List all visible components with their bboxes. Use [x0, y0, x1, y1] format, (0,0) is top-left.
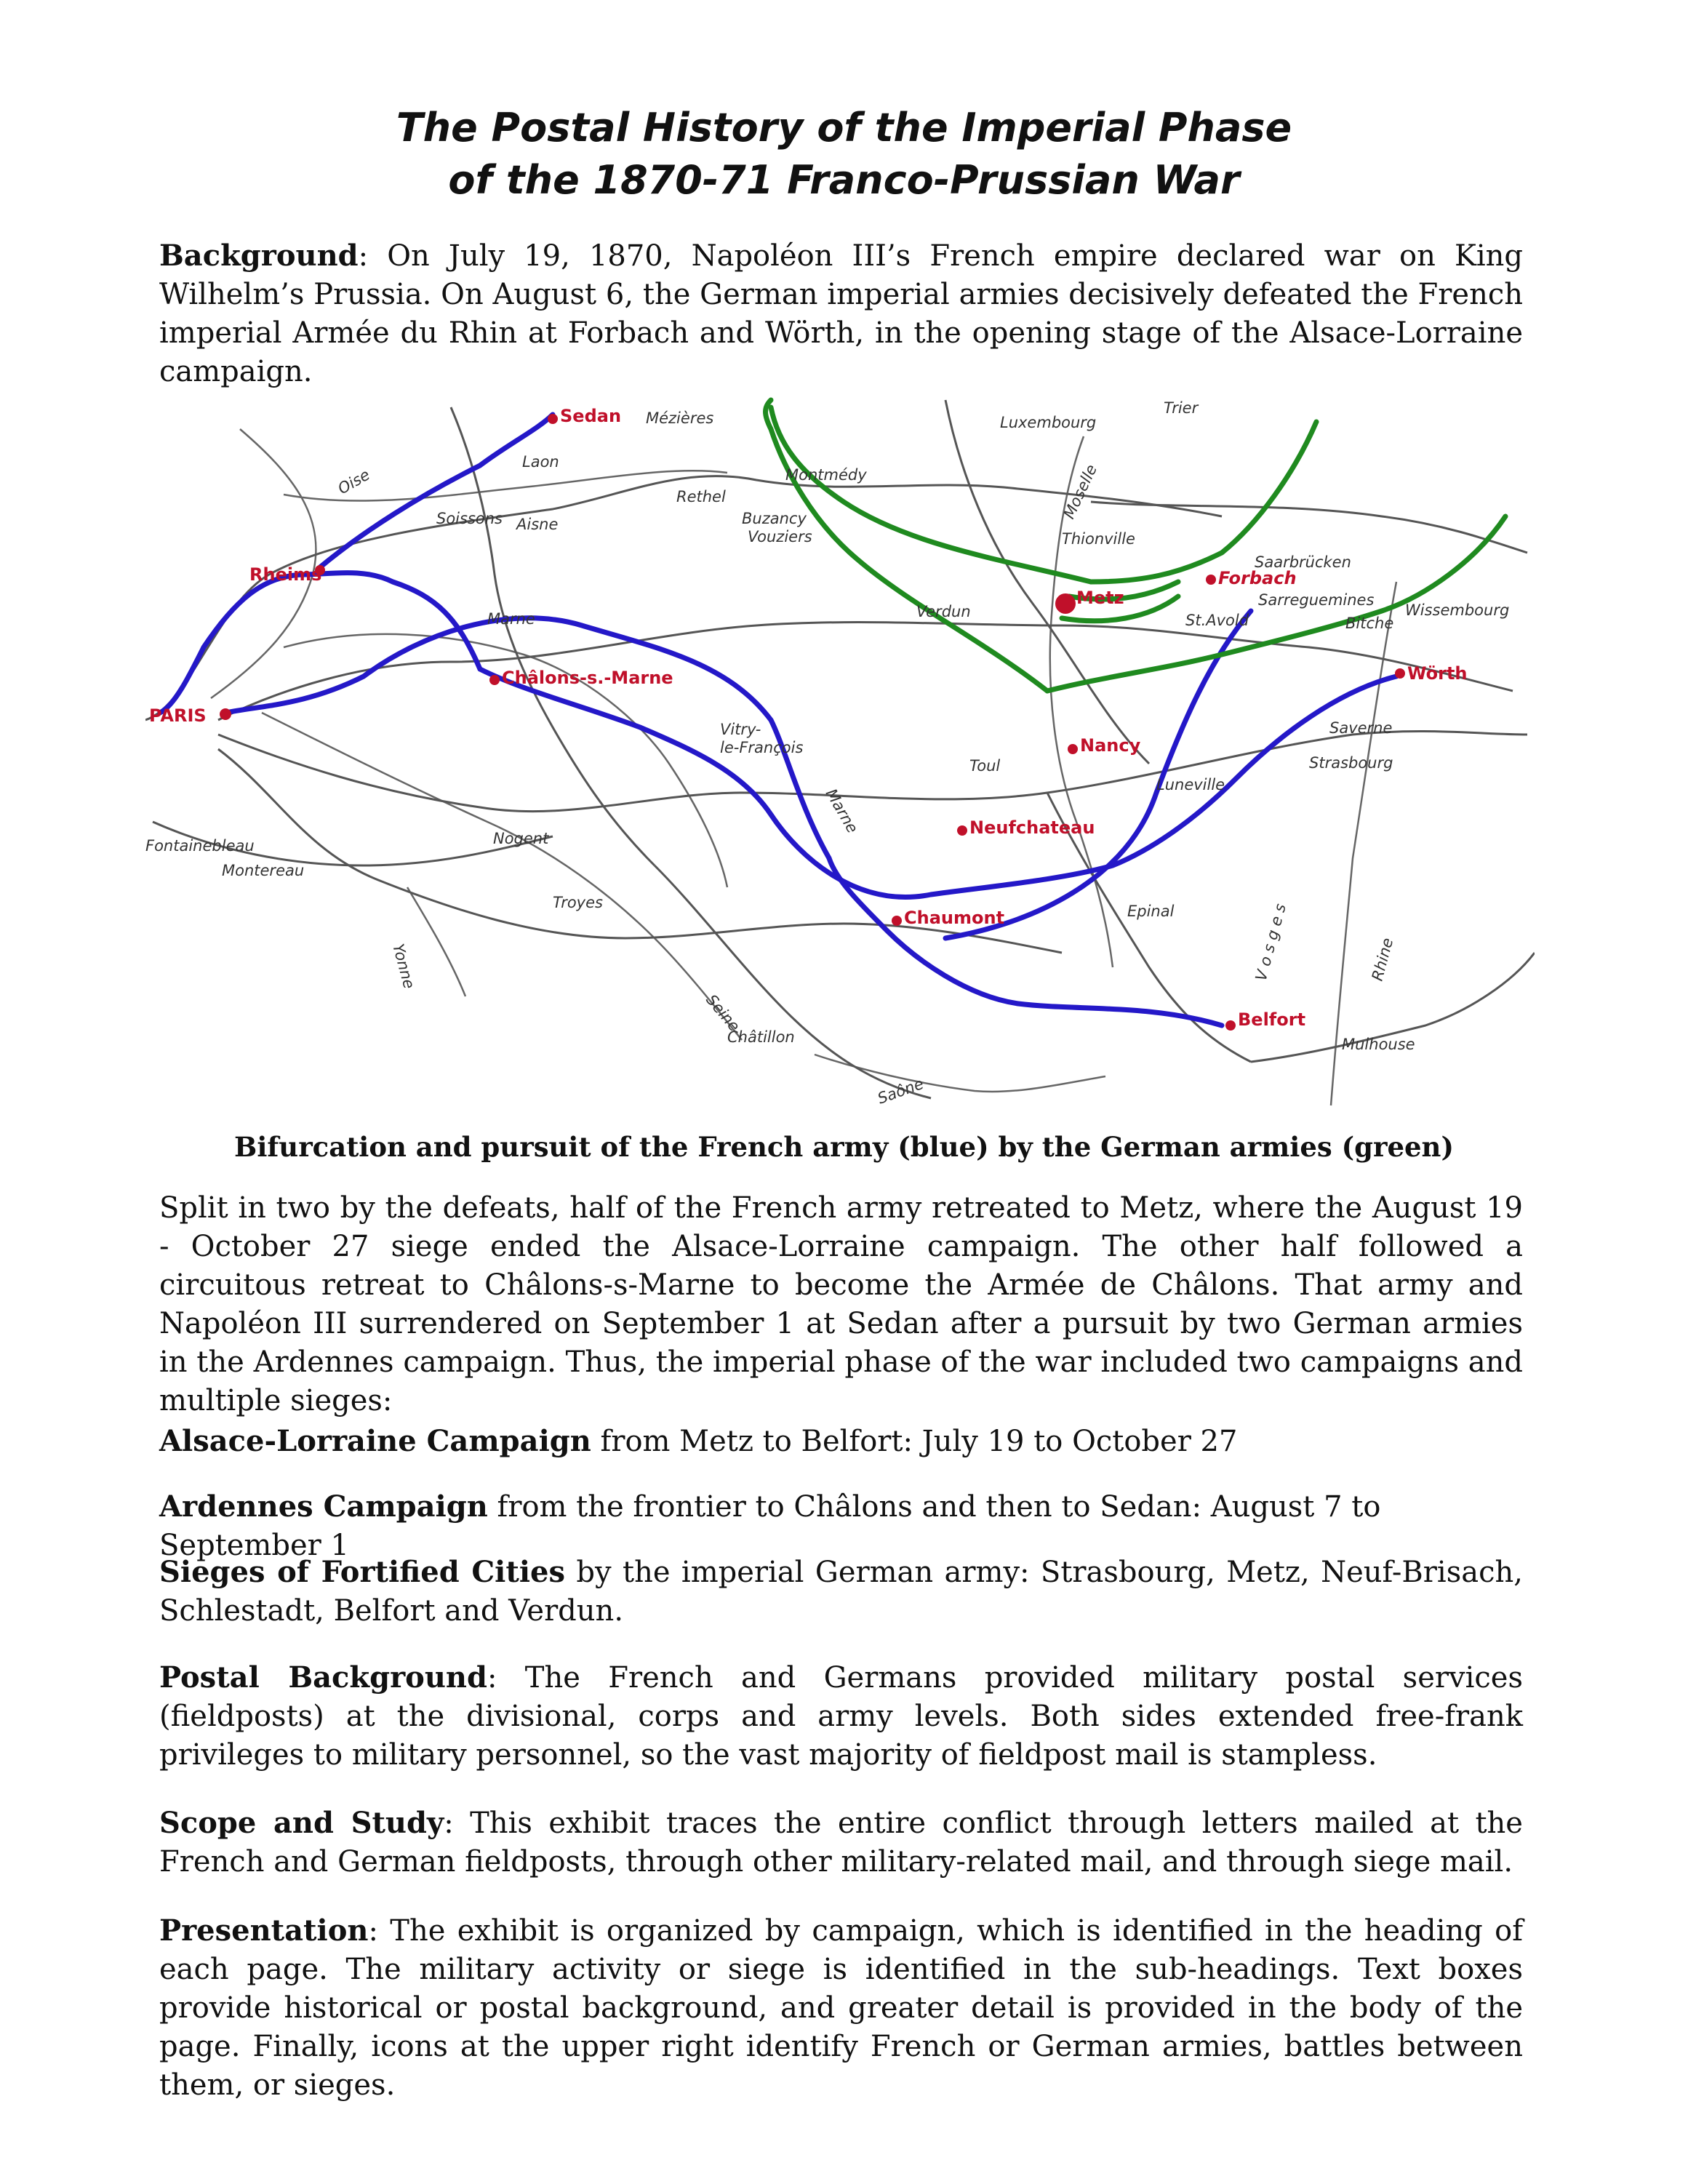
place-montereau: Montereau	[222, 862, 305, 879]
place-stavold: St.Avold	[1185, 612, 1249, 629]
presentation-text: : The exhibit is organized by campaign, which is identified in the heading of each page. The military activity or siege is identified in the sub-headings. Text boxes provide historical or postal background, and greater detail is provided in the body of the page. Finally, icons at the upper right identify French or German armies, battles between them, or sieges.	[159, 1914, 1523, 2102]
ardennes-label: Ardennes Campaign	[159, 1489, 488, 1524]
map-railways	[145, 400, 1535, 1098]
place-strasbourg: Strasbourg	[1309, 754, 1393, 772]
place-soissons: Soissons	[436, 510, 503, 527]
alsace-text: from Metz to Belfort: July 19 to October 27	[591, 1425, 1238, 1458]
place-seine: Seine	[703, 991, 744, 1035]
place-rhine: Rhine	[1368, 936, 1397, 983]
german-route-metz-sedan	[771, 407, 1091, 582]
place-moselle: Moselle	[1060, 461, 1101, 522]
place-marne-mid: Marne	[822, 785, 862, 836]
place-chatillon: Châtillon	[727, 1028, 795, 1046]
place-aisne: Aisne	[516, 516, 559, 533]
city-worth: Wörth	[1407, 663, 1468, 684]
split-paragraph: Split in two by the defeats, half of the French army retreated to Metz, where the August 19 - October 27 siege ended the Alsace-Lorraine campaign. The other half followed a circuitous retreat to Châlons-s-Marne to become the Armée de Châlons. That army and Napoléon III surrendered on September 1 at Sedan after a pursuit by two German armies in the Ardennes campaign. Thus, the imperial phase of the war included two campaigns and multiple sieges:	[159, 1191, 1523, 1417]
city-belfort: Belfort	[1238, 1009, 1306, 1030]
city-nancy: Nancy	[1080, 735, 1141, 756]
city-paris: PARIS	[149, 705, 207, 726]
city-marker-worth	[1395, 668, 1405, 679]
map-caption: Bifurcation and pursuit of the French army (blue) by the German armies (green)	[234, 1131, 1454, 1163]
scope-label: Scope and Study	[159, 1806, 444, 1840]
background-paragraph	[159, 236, 1523, 391]
place-toul: Toul	[969, 757, 1001, 775]
place-verdun: Verdun	[916, 603, 971, 620]
place-vouziers: Vouziers	[748, 528, 812, 545]
city-neufchateau: Neufchateau	[969, 817, 1095, 838]
german-army-routes	[766, 400, 1506, 691]
place-fontainebleau: Fontainebleau	[145, 837, 255, 855]
place-marne-top: Marne	[487, 610, 535, 628]
place-troyes: Troyes	[553, 894, 603, 911]
ardennes-text: from the frontier to Châlons and then to Sedan: August 7 to September 1	[159, 1490, 1381, 1562]
sieges-paragraph	[159, 1553, 1523, 1631]
postal-paragraph	[159, 1658, 1523, 1775]
sieges-text: by the imperial German army: Strasbourg, Metz, Neuf-Brisach, Schlestadt, Belfort and Verdun.	[159, 1556, 1523, 1628]
place-yonne: Yonne	[389, 942, 418, 991]
alsace-paragraph	[159, 1422, 1523, 1461]
background-text: : On July 19, 1870, Napoléon III’s French empire declared war on King Wilhelm’s Prussia. On August 6, the German imperial armies decisively defeated the French imperial Armée du Rhin at Forbach and Wörth, in the opening stage of the Alsace-Lorraine campaign.	[159, 239, 1523, 388]
place-luneville: Luneville	[1156, 776, 1225, 793]
place-luxembourg: Luxembourg	[1000, 414, 1097, 431]
place-laon: Laon	[522, 453, 559, 471]
place-sarreguemines: Sarreguemines	[1258, 591, 1375, 609]
place-saone: Saône	[875, 1074, 927, 1108]
title-line-2: of the 1870-71 Franco-Prussian War	[448, 157, 1240, 203]
place-vosges: V o s g e s	[1252, 902, 1289, 983]
city-marker-chalons	[489, 675, 500, 685]
german-route-nancy-sedan	[766, 400, 1048, 691]
presentation-label: Presentation	[159, 1913, 369, 1948]
place-bitche: Bitche	[1345, 615, 1394, 632]
place-buzancy: Buzancy	[742, 510, 807, 527]
city-chalons: Châlons-s.-Marne	[502, 668, 673, 688]
place-vitry: Vitry-	[720, 721, 761, 738]
place-oise: Oise	[335, 465, 373, 498]
scope-text: : This exhibit traces the entire conflict through letters mailed at the French and German fieldposts, through other military-related mail, and through siege mail.	[159, 1807, 1523, 1879]
city-marker-sedan	[548, 414, 558, 424]
sieges-label: Sieges of Fortified Cities	[159, 1555, 565, 1589]
city-marker-nancy	[1068, 744, 1078, 754]
city-marker-chaumont	[892, 916, 902, 926]
alsace-label: Alsace-Lorraine Campaign	[159, 1424, 591, 1458]
place-mezieres: Mézières	[646, 409, 714, 427]
place-thionville: Thionville	[1062, 530, 1135, 548]
place-rethel: Rethel	[676, 488, 726, 505]
place-saarbrucken: Saarbrücken	[1255, 553, 1351, 571]
postal-label: Postal Background	[159, 1660, 487, 1695]
city-chaumont: Chaumont	[904, 908, 1005, 928]
city-marker-forbach	[1206, 575, 1216, 585]
city-sedan: Sedan	[560, 406, 622, 426]
city-marker-metz	[1057, 595, 1074, 612]
city-marker-belfort	[1225, 1020, 1236, 1031]
campaign-map	[145, 385, 1535, 1120]
place-wissembourg: Wissembourg	[1405, 601, 1510, 619]
map-place-labels	[145, 399, 1509, 1108]
place-nogent: Nogent	[493, 830, 549, 847]
place-vitry-2: le-François	[720, 739, 804, 756]
place-saverne: Saverne	[1329, 719, 1393, 737]
title-line-1: The Postal History of the Imperial Phase	[396, 105, 1292, 151]
city-marker-paris	[220, 708, 231, 720]
city-rheims: Rheims	[249, 564, 322, 585]
background-label: Background	[159, 239, 359, 273]
place-epinal: Epinal	[1127, 903, 1175, 920]
french-route-worth-chalons	[480, 669, 1396, 897]
place-trier: Trier	[1164, 399, 1199, 417]
scope-paragraph	[159, 1804, 1523, 1881]
place-mulhouse: Mulhouse	[1342, 1036, 1415, 1053]
city-metz: Metz	[1076, 588, 1124, 608]
place-montmedy: Montmédy	[785, 466, 867, 484]
city-marker-neufchateau	[957, 825, 967, 836]
postal-text: : The French and Germans provided military postal services (fieldposts) at the divisional, corps and army levels. Both sides extended free-frank privileges to military personnel, so the vast majority of fieldpost mail is stampless.	[159, 1661, 1523, 1772]
city-forbach: Forbach	[1218, 568, 1297, 588]
presentation-paragraph	[159, 1911, 1523, 2105]
